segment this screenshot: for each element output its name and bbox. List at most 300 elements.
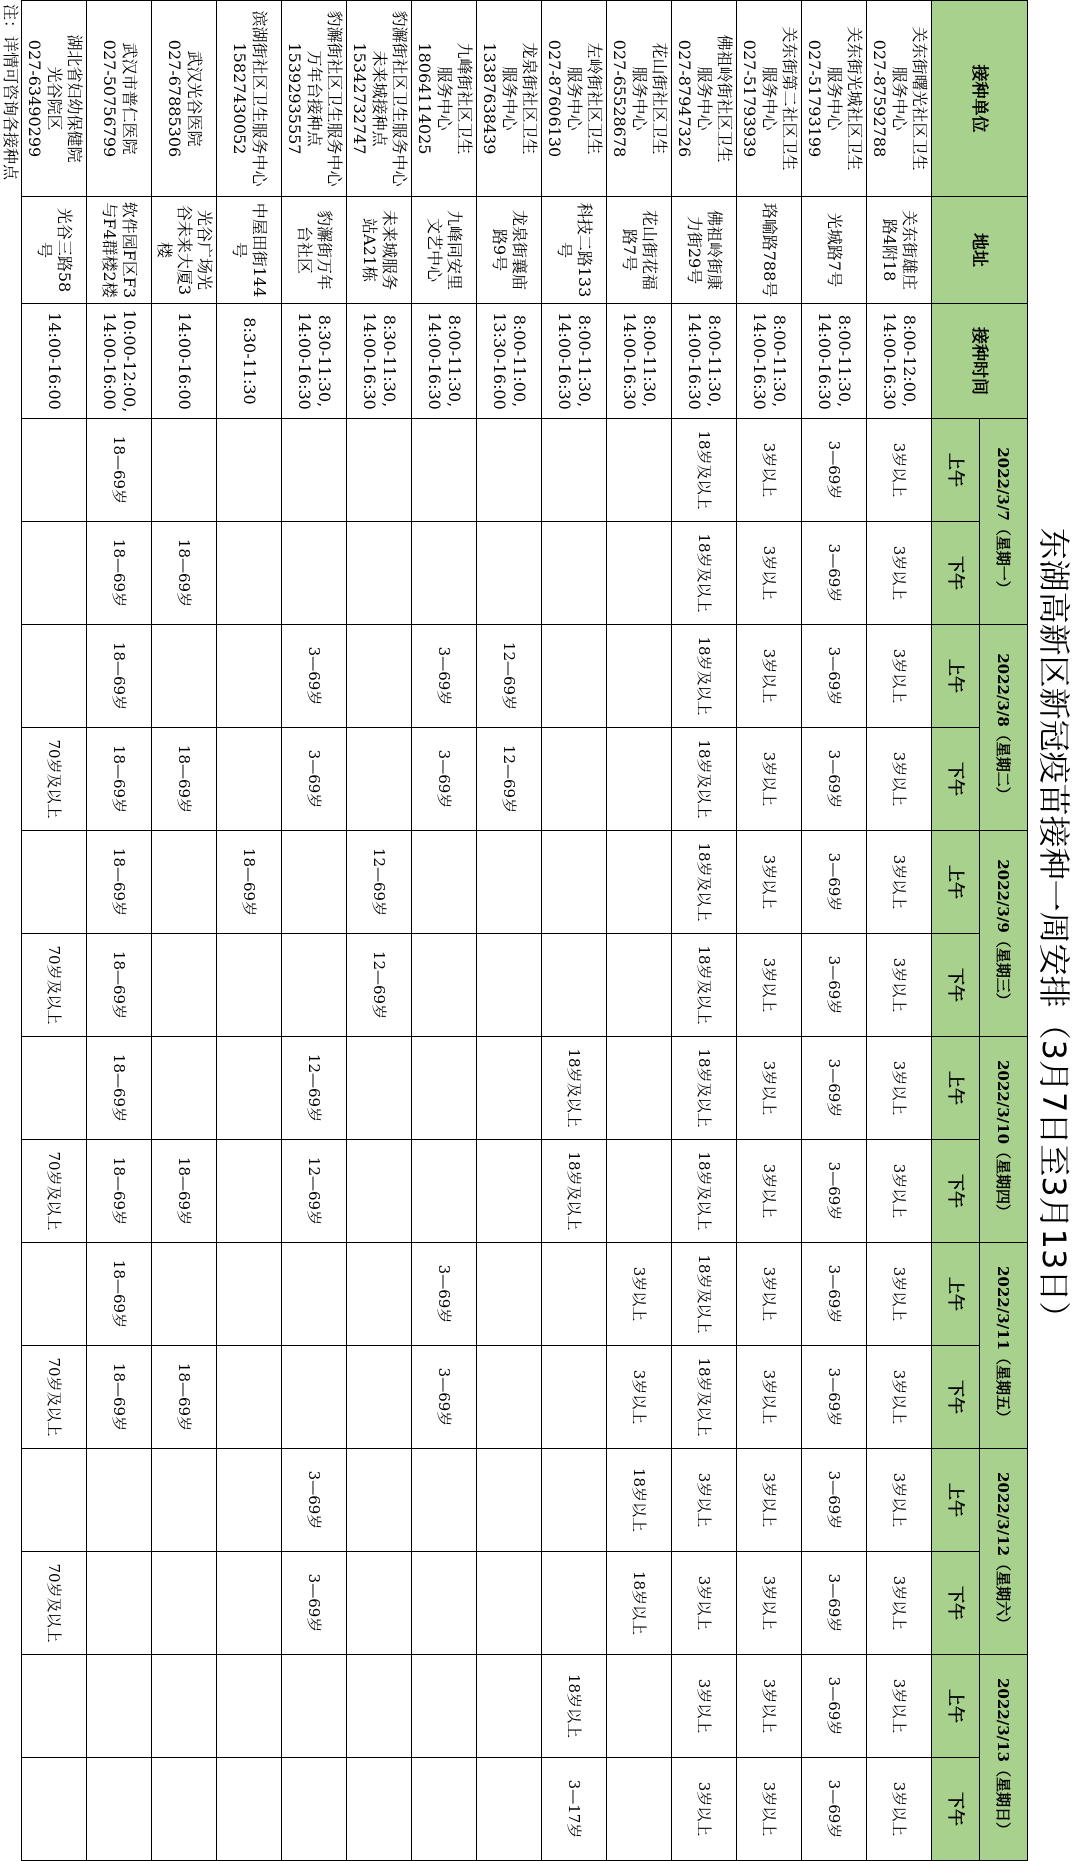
schedule-cell: [151, 934, 216, 1037]
schedule-cell: [801, 831, 866, 934]
schedule-cell: [21, 625, 86, 728]
schedule-cell: [216, 1552, 281, 1655]
schedule-cell: [86, 934, 151, 1037]
header-day-label: 2022/3/11（星期五）: [994, 1265, 1013, 1426]
address-line: 珞喻路788号: [760, 202, 779, 298]
schedule-cell: [476, 1758, 541, 1861]
schedule-age-range: 18—69岁: [110, 538, 128, 608]
address-line: 中屋田街144: [250, 202, 269, 298]
schedule-age-range: 18岁及以上: [695, 945, 713, 1025]
schedule-cell: [86, 419, 151, 522]
schedule-age-range: 3—69岁: [825, 1367, 843, 1427]
schedule-age-range: 3岁以上: [760, 854, 778, 910]
schedule-cell: [21, 1243, 86, 1346]
schedule-cell: [346, 522, 411, 625]
time-line: 14:00-16:30: [295, 312, 314, 410]
address-line: 楼: [155, 241, 174, 258]
schedule-table: [21, 0, 1028, 1861]
schedule-cell: [86, 625, 151, 728]
header-pm: [931, 1140, 979, 1243]
schedule-cell: [21, 934, 86, 1037]
schedule-age-range: 3岁以上: [890, 1163, 908, 1219]
schedule-age-range: 70岁及以上: [45, 1357, 63, 1437]
schedule-cell: [541, 1655, 606, 1758]
header-unit: [931, 1, 1027, 197]
schedule-age-range: 3—69岁: [825, 852, 843, 912]
schedule-age-range: 3岁以上: [760, 648, 778, 704]
schedule-age-range: 18岁及以上: [695, 1048, 713, 1128]
schedule-age-range: 18岁及以上: [695, 1151, 713, 1231]
schedule-cell: [411, 1449, 476, 1552]
schedule-age-range: 3岁以上: [890, 648, 908, 704]
schedule-age-range: 3岁以上: [890, 1060, 908, 1116]
schedule-cell: [541, 625, 606, 728]
time-line: 14:00-16:30: [685, 312, 704, 410]
footnote: 注：详情可咨询各接种点: [1, 4, 20, 181]
header-address: [931, 197, 1027, 304]
schedule-cell: [866, 1552, 931, 1655]
schedule-age-range: 18—69岁: [110, 1259, 128, 1329]
header-day: [979, 1655, 1027, 1861]
time-line: 8:30-11:30,: [380, 314, 399, 408]
schedule-cell: [606, 1655, 671, 1758]
header-day: [979, 831, 1027, 1037]
schedule-cell: [86, 1449, 151, 1552]
schedule-cell: [281, 831, 346, 934]
schedule-cell: [476, 728, 541, 831]
schedule-age-range: 3岁以上: [890, 957, 908, 1013]
schedule-cell: [411, 1552, 476, 1655]
time-line: 8:00-11:30,: [575, 314, 594, 408]
schedule-cell: [346, 419, 411, 522]
schedule-cell: [21, 1449, 86, 1552]
schedule-age-range: 3岁以上: [760, 545, 778, 601]
time-cell: [736, 304, 801, 419]
unit-line: 佛祖岭街社区卫生: [715, 34, 734, 163]
schedule-cell: [21, 831, 86, 934]
unit-line: 武汉市普仁医院: [120, 42, 139, 155]
schedule-cell: [736, 1243, 801, 1346]
schedule-age-range: 3岁以上: [890, 1781, 908, 1837]
schedule-cell: [801, 728, 866, 831]
time-line: 8:00-12:00,: [900, 314, 919, 408]
header-pm: [931, 728, 979, 831]
header-unit-label: 接种单位: [969, 64, 990, 133]
schedule-cell: [541, 1758, 606, 1861]
schedule-cell: [411, 1655, 476, 1758]
schedule-cell: [541, 1140, 606, 1243]
address-line: 台社区: [295, 225, 314, 274]
schedule-cell: [411, 522, 476, 625]
header-pm-label: 下午: [945, 1380, 966, 1414]
schedule-age-range: 3—69岁: [435, 1367, 453, 1427]
schedule-cell: [476, 522, 541, 625]
unit-cell: [151, 1, 216, 197]
schedule-age-range: 18—69岁: [110, 1053, 128, 1123]
unit-line: 服务中心: [630, 66, 649, 131]
schedule-cell: [541, 728, 606, 831]
time-cell: [151, 304, 216, 419]
time-line: 8:00-11:30,: [640, 314, 659, 408]
address-line: 软件园F区F3: [120, 201, 139, 299]
header-am-label: 上午: [945, 865, 966, 899]
schedule-cell: [216, 1243, 281, 1346]
schedule-age-range: 3岁以上: [760, 1369, 778, 1425]
header-day-label: 2022/3/12（星期六）: [994, 1471, 1013, 1632]
schedule-cell: [606, 522, 671, 625]
schedule-age-range: 18岁以上: [630, 1467, 648, 1533]
schedule-age-range: 3岁以上: [760, 442, 778, 498]
unit-line: 027-67885306: [165, 39, 184, 158]
schedule-cell: [671, 1655, 736, 1758]
schedule-cell: [411, 625, 476, 728]
schedule-cell: [606, 419, 671, 522]
schedule-cell: [411, 831, 476, 934]
time-cell: [86, 304, 151, 419]
header-pm: [931, 1346, 979, 1449]
schedule-age-range: 18—69岁: [175, 538, 193, 608]
schedule-cell: [281, 728, 346, 831]
schedule-cell: [606, 934, 671, 1037]
schedule-cell: [151, 625, 216, 728]
unit-line: 龙泉街社区卫生: [520, 42, 539, 155]
schedule-age-range: 18岁及以上: [565, 1048, 583, 1128]
schedule-cell: [801, 419, 866, 522]
schedule-cell: [346, 1346, 411, 1449]
schedule-age-range: 3岁以上: [760, 1575, 778, 1631]
time-line: 13:30-16:00: [490, 312, 509, 410]
schedule-cell: [736, 419, 801, 522]
header-am-label: 上午: [945, 1071, 966, 1105]
header-day-label: 2022/3/10（星期四）: [994, 1059, 1013, 1220]
time-line: 14:00-16:30: [620, 312, 639, 410]
header-pm: [931, 934, 979, 1037]
schedule-cell: [151, 1140, 216, 1243]
address-cell: [801, 197, 866, 304]
time-cell: [801, 304, 866, 419]
unit-line: 027-65528678: [610, 39, 629, 158]
schedule-cell: [151, 1037, 216, 1140]
schedule-age-range: 18—69岁: [175, 1156, 193, 1226]
schedule-cell: [86, 522, 151, 625]
header-am: [931, 625, 979, 728]
schedule-cell: [866, 831, 931, 934]
schedule-age-range: 18岁及以上: [695, 842, 713, 922]
time-line: 14:00-16:30: [880, 312, 899, 410]
address-cell: [346, 197, 411, 304]
schedule-cell: [866, 1655, 931, 1758]
schedule-cell: [346, 1758, 411, 1861]
unit-cell: [801, 1, 866, 197]
schedule-age-range: 3—69岁: [825, 543, 843, 603]
schedule-age-range: 70岁及以上: [45, 945, 63, 1025]
schedule-age-range: 3岁以上: [890, 751, 908, 807]
schedule-cell: [866, 1037, 931, 1140]
header-day: [979, 419, 1027, 625]
schedule-age-range: 18—69岁: [110, 641, 128, 711]
schedule-age-range: 3岁以上: [630, 1266, 648, 1322]
schedule-cell: [736, 728, 801, 831]
schedule-age-range: 12—69岁: [370, 950, 388, 1020]
schedule-cell: [281, 419, 346, 522]
schedule-age-range: 3—69岁: [825, 1264, 843, 1324]
schedule-cell: [541, 1243, 606, 1346]
unit-cell: [476, 1, 541, 197]
unit-cell: [216, 1, 281, 197]
schedule-cell: [411, 419, 476, 522]
schedule-cell: [281, 1346, 346, 1449]
schedule-age-range: 18岁及以上: [565, 1151, 583, 1231]
schedule-cell: [801, 1346, 866, 1449]
address-line: 号: [35, 241, 54, 258]
header-am: [931, 1243, 979, 1346]
schedule-cell: [541, 1449, 606, 1552]
address-line: 谷未来大厦3: [175, 204, 194, 296]
schedule-age-range: 18—69岁: [175, 744, 193, 814]
time-line: 14:00-16:00: [100, 312, 119, 410]
time-line: 14:00-16:00: [175, 312, 194, 410]
schedule-cell: [151, 1243, 216, 1346]
schedule-cell: [736, 1037, 801, 1140]
header-am: [931, 1449, 979, 1552]
schedule-cell: [606, 1037, 671, 1140]
unit-line: 服务中心: [825, 66, 844, 131]
schedule-cell: [216, 728, 281, 831]
schedule-cell: [411, 1140, 476, 1243]
header-pm-label: 下午: [945, 1792, 966, 1826]
schedule-cell: [216, 625, 281, 728]
schedule-age-range: 3岁以上: [890, 442, 908, 498]
schedule-cell: [21, 1758, 86, 1861]
header-day-label: 2022/3/13（星期日）: [994, 1677, 1013, 1838]
unit-line: 关东街光城社区卫生: [845, 26, 864, 171]
schedule-cell: [151, 419, 216, 522]
header-day-label: 2022/3/9（星期三）: [994, 859, 1013, 1008]
schedule-cell: [216, 522, 281, 625]
unit-line: 关东街第二社区卫生: [780, 26, 799, 171]
schedule-cell: [281, 1037, 346, 1140]
schedule-cell: [541, 1037, 606, 1140]
schedule-cell: [21, 1346, 86, 1449]
schedule-cell: [866, 1140, 931, 1243]
schedule-cell: [216, 1140, 281, 1243]
schedule-age-range: 3岁以上: [890, 1266, 908, 1322]
schedule-cell: [606, 728, 671, 831]
schedule-cell: [346, 728, 411, 831]
address-line: 站A21栋: [360, 218, 379, 282]
schedule-age-range: 3—69岁: [825, 1779, 843, 1839]
schedule-cell: [411, 1758, 476, 1861]
schedule-cell: [216, 831, 281, 934]
header-day-label: 2022/3/7（星期一）: [994, 447, 1013, 596]
address-line: 与F4群楼2楼: [100, 202, 119, 298]
unit-line: 关东街曙光社区卫生: [910, 26, 929, 171]
schedule-cell: [736, 522, 801, 625]
schedule-cell: [216, 1449, 281, 1552]
address-cell: [866, 197, 931, 304]
schedule-cell: [476, 831, 541, 934]
schedule-cell: [281, 1243, 346, 1346]
time-cell: [346, 304, 411, 419]
header-time-label: 接种时间: [969, 327, 990, 395]
schedule-cell: [86, 1552, 151, 1655]
schedule-cell: [21, 1140, 86, 1243]
unit-line: 武汉光谷医院: [185, 50, 204, 147]
address-cell: [411, 197, 476, 304]
schedule-age-range: 3—69岁: [305, 1573, 323, 1633]
schedule-cell: [801, 1758, 866, 1861]
schedule-age-range: 3岁以上: [760, 1163, 778, 1219]
address-cell: [216, 197, 281, 304]
schedule-cell: [801, 1552, 866, 1655]
schedule-cell: [541, 522, 606, 625]
time-cell: [411, 304, 476, 419]
schedule-cell: [86, 728, 151, 831]
unit-line: 027-63490299: [25, 39, 44, 158]
address-line: 路7号: [620, 228, 639, 272]
unit-line: 027-50756799: [100, 39, 119, 158]
schedule-cell: [346, 1655, 411, 1758]
unit-cell: [866, 1, 931, 197]
unit-line: 滨湖街社区卫生服务中心: [250, 10, 269, 187]
address-line: 龙泉街襄庙: [510, 209, 529, 290]
schedule-age-range: 18—69岁: [110, 435, 128, 505]
unit-line: 服务中心: [435, 66, 454, 131]
unit-line: 15827430052: [230, 42, 249, 155]
address-line: 科技二路133: [575, 202, 594, 298]
schedule-cell: [671, 831, 736, 934]
schedule-age-range: 3岁以上: [695, 1678, 713, 1734]
schedule-cell: [541, 419, 606, 522]
unit-line: 服务中心: [760, 66, 779, 131]
header-day: [979, 625, 1027, 831]
header-am-label: 上午: [945, 1277, 966, 1311]
header-pm: [931, 522, 979, 625]
unit-cell: [606, 1, 671, 197]
schedule-cell: [866, 419, 931, 522]
schedule-cell: [476, 1140, 541, 1243]
schedule-cell: [216, 1655, 281, 1758]
schedule-age-range: 3—69岁: [825, 1573, 843, 1633]
schedule-age-range: 3—69岁: [305, 1470, 323, 1530]
schedule-cell: [21, 522, 86, 625]
schedule-cell: [801, 934, 866, 1037]
time-line: 14:00-16:30: [750, 312, 769, 410]
schedule-cell: [21, 728, 86, 831]
schedule-cell: [216, 1037, 281, 1140]
schedule-cell: [151, 1758, 216, 1861]
schedule-age-range: 12—69岁: [500, 744, 518, 814]
address-line: 佛祖岭街康: [705, 209, 724, 290]
schedule-age-range: 18岁及以上: [695, 430, 713, 510]
schedule-cell: [671, 522, 736, 625]
schedule-cell: [541, 1346, 606, 1449]
header-pm-label: 下午: [945, 762, 966, 796]
schedule-cell: [151, 522, 216, 625]
schedule-age-range: 3—69岁: [825, 1161, 843, 1221]
unit-line: 服务中心: [695, 66, 714, 131]
schedule-cell: [411, 934, 476, 1037]
schedule-age-range: 18岁以上: [565, 1673, 583, 1739]
schedule-cell: [86, 1758, 151, 1861]
time-cell: [281, 304, 346, 419]
schedule-age-range: 12—69岁: [500, 641, 518, 711]
schedule-cell: [736, 1346, 801, 1449]
time-line: 14:00-16:30: [815, 312, 834, 410]
unit-cell: [21, 1, 86, 197]
schedule-cell: [346, 1552, 411, 1655]
address-line: 光谷广场光: [195, 209, 214, 290]
schedule-age-range: 3—69岁: [825, 1470, 843, 1530]
time-line: 8:30-11:30: [240, 317, 259, 405]
schedule-cell: [281, 1655, 346, 1758]
unit-line: 豹澥街社区卫生服务中心: [390, 10, 409, 187]
address-line: 路9号: [490, 228, 509, 272]
schedule-age-range: 18岁及以上: [695, 739, 713, 819]
schedule-cell: [801, 1243, 866, 1346]
address-line: 路4附18: [880, 218, 899, 282]
schedule-cell: [671, 728, 736, 831]
schedule-cell: [671, 1037, 736, 1140]
schedule-cell: [21, 419, 86, 522]
schedule-cell: [866, 625, 931, 728]
address-cell: [736, 197, 801, 304]
schedule-age-range: 3—69岁: [435, 749, 453, 809]
schedule-age-range: 18岁及以上: [695, 533, 713, 613]
schedule-age-range: 18—69岁: [110, 950, 128, 1020]
schedule-age-range: 12—69岁: [305, 1156, 323, 1226]
schedule-cell: [671, 934, 736, 1037]
schedule-age-range: 18岁及以上: [695, 1254, 713, 1334]
schedule-cell: [801, 625, 866, 728]
header-pm: [931, 1552, 979, 1655]
unit-line: 15392935557: [285, 42, 304, 155]
time-line: 14:00-16:30: [555, 312, 574, 410]
schedule-age-range: 18—69岁: [110, 744, 128, 814]
schedule-cell: [151, 728, 216, 831]
address-cell: [281, 197, 346, 304]
address-cell: [476, 197, 541, 304]
header-pm: [931, 1758, 979, 1861]
schedule-age-range: 3岁以上: [890, 1678, 908, 1734]
unit-line: 服务中心: [500, 66, 519, 131]
header-address-label: 地址: [969, 233, 990, 267]
schedule-cell: [671, 1552, 736, 1655]
schedule-cell: [541, 831, 606, 934]
time-cell: [216, 304, 281, 419]
schedule-age-range: 3岁以上: [890, 1575, 908, 1631]
schedule-cell: [86, 1037, 151, 1140]
time-line: 10:00-12:00,: [120, 309, 139, 413]
unit-cell: [346, 1, 411, 197]
schedule-cell: [541, 934, 606, 1037]
schedule-cell: [476, 1346, 541, 1449]
schedule-age-range: 18岁及以上: [695, 636, 713, 716]
unit-line: 服务中心: [565, 66, 584, 131]
unit-line: 027-87606130: [545, 39, 564, 158]
schedule-cell: [736, 831, 801, 934]
schedule-cell: [866, 522, 931, 625]
schedule-age-range: 3岁以上: [760, 957, 778, 1013]
time-line: 8:00-11:30,: [770, 314, 789, 408]
header-pm-label: 下午: [945, 1586, 966, 1620]
address-line: 号: [230, 241, 249, 258]
unit-line: 豹澥街社区卫生服务中心: [325, 10, 344, 187]
address-cell: [606, 197, 671, 304]
schedule-age-range: 3—17岁: [565, 1779, 583, 1839]
schedule-cell: [671, 1758, 736, 1861]
time-line: 8:00-11:30,: [445, 314, 464, 408]
